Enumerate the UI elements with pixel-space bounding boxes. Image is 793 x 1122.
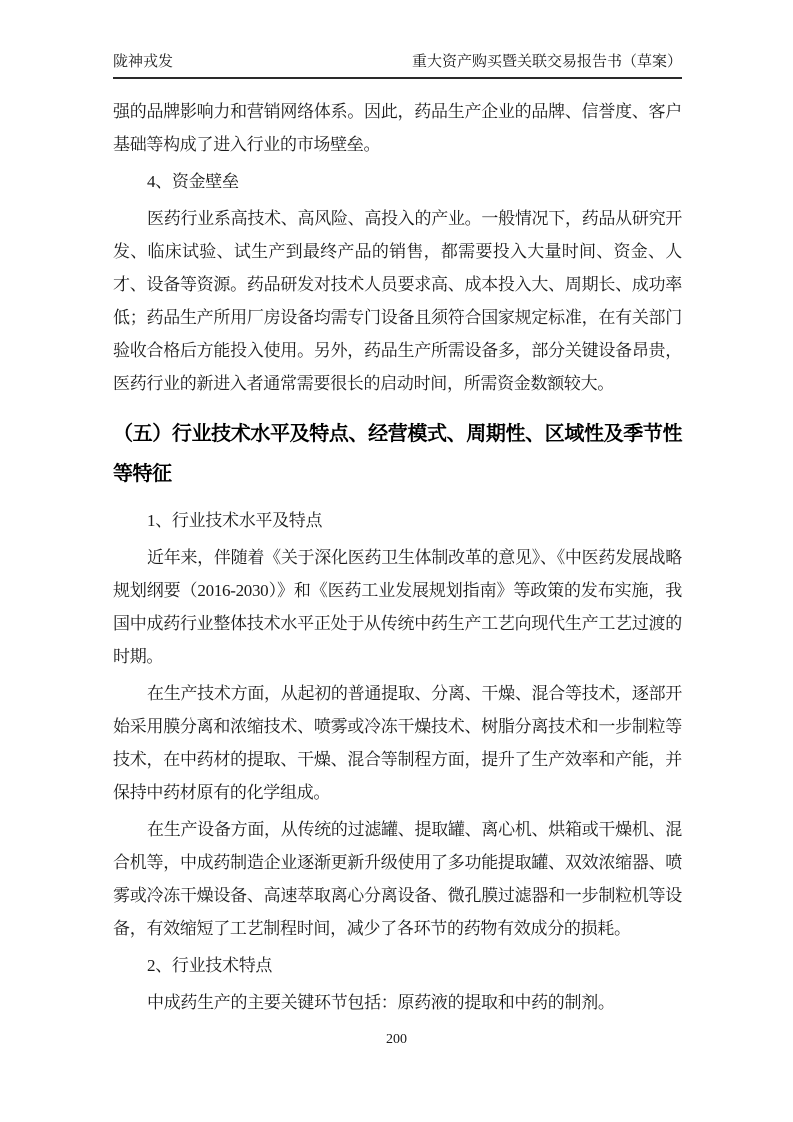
page-footer (0, 1030, 793, 1050)
paragraph: 在生产技术方面，从起初的普通提取、分离、干燥、混合等技术，逐部开始采用膜分离和浓缩技术、喷雾或冷冻干燥技术、树脂分离技术和一步制粒等技术，在中药材的提取、干燥、混合等制程方面，提升了生产效率和产能，并保持中药材原有的化学组成。 (113, 684, 682, 802)
numbered-subheading: 1、行业技术水平及特点 (147, 511, 323, 530)
paragraph: 医药行业系高技术、高风险、高投入的产业。一般情况下，药品从研究开发、临床试验、试生产到最终产品的销售，都需要投入大量时间、资金、人才、设备等资源。药品研发对技术人员要求高、成本投入大、周期长、成功率低；药品生产所用厂房设备均需专门设备且须符合国家规定标准，在有关部门验收合格后方能投入使用。另外，药品生产所需设备多，部分关键设备昂贵，医药行业的新进入者通常需要很长的启动时间，所需资金数额较大。 (113, 209, 682, 393)
document-body (113, 95, 682, 1019)
paragraph: 中成药生产的主要关键环节包括：原药液的提取和中药的制剂。 (147, 993, 615, 1012)
header-doc-title: 重大资产购买暨关联交易报告书（草案） (411, 54, 682, 70)
numbered-subheading: 2、行业技术特点 (147, 956, 273, 975)
paragraph: 在生产设备方面，从传统的过滤罐、提取罐、离心机、烘箱或干燥机、混合机等，中成药制造企业逐渐更新升级使用了多功能提取罐、双效浓缩器、喷雾或冷冻干燥设备、高速萃取离心分离设备、微孔膜过滤器和一步制粒机等设备，有效缩短了工艺制程时间，减少了各环节的药物有效成分的损耗。 (113, 820, 682, 938)
numbered-subheading: 4、资金壁垒 (147, 172, 239, 191)
running-header (113, 52, 682, 79)
page-number: 200 (386, 1032, 407, 1047)
paragraph: 近年来，伴随着《关于深化医药卫生体制改革的意见》、《中医药发展战略规划纲要（2016-2030）》和《医药工业发展规划指南》等政策的发布实施，我国中成药行业整体技术水平正处于从传统中药生产工艺向现代生产工艺过渡的时期。 (113, 548, 682, 666)
document-content (113, 52, 682, 1023)
section-heading: （五）行业技术水平及特点、经营模式、周期性、区域性及季节性等特征 (113, 423, 682, 485)
paragraph: 强的品牌影响力和营销网络体系。因此，药品生产企业的品牌、信誉度、客户基础等构成了进入行业的市场壁垒。 (113, 102, 682, 154)
header-company: 陇神戎发 (113, 54, 174, 70)
